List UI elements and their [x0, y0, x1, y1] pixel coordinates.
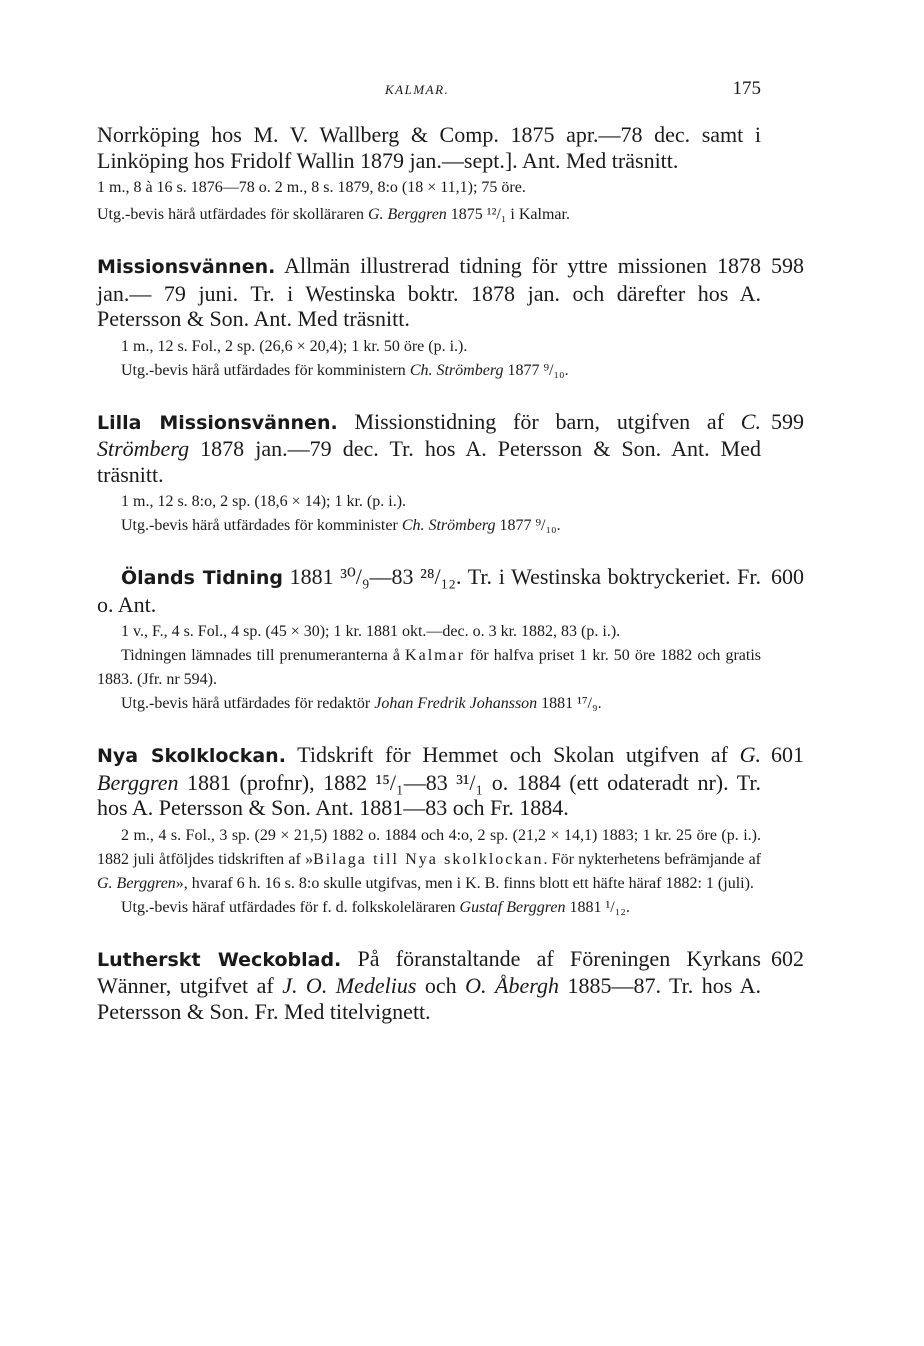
entry-602 [97, 945, 804, 1025]
entry-599 [97, 408, 804, 539]
entry-note: Tidningen lämnades till prenumeranterna å Kalmar för halfva priset 1 kr. 50 öre 1882 och gratis 1883. (Jfr. nr 594). [97, 647, 761, 688]
entry-598 [97, 253, 804, 383]
entry-600 [97, 564, 804, 716]
entry-details: 1 v., F., 4 s. Fol., 4 sp. (45 × 30); 1 kr. 1881 okt.—dec. o. 3 kr. 1882, 83 (p. i.). [121, 623, 621, 640]
headword: Lutherskt Weckoblad. [97, 948, 342, 971]
entry-lead: Norrköping hos M. V. Wallberg & Comp. 1875 apr.—78 dec. samt i Linköping hos Fridolf Wallin 1879 jan.—sept.]. Ant. Med träsnitt. [97, 122, 761, 173]
entry-details: 1 m., 12 s. Fol., 2 sp. (26,6 × 20,4); 1 kr. 50 öre (p. i.). [121, 337, 468, 355]
headword: Ölands Tidning [121, 567, 283, 589]
entry-certificate: Utg.-bevis härå utfärdades för komminister Ch. Strömberg 1877 ⁹/₁₀. [121, 517, 561, 534]
running-title: KALMAR. [385, 82, 450, 97]
page-number: 175 [732, 78, 761, 99]
entry-number: 601 [771, 742, 804, 767]
page-body [97, 122, 804, 1050]
entry-601 [97, 742, 804, 920]
entry-lead: Lutherskt Weckoblad. På föranstaltande af Föreningen Kyrkans Wänner, utgifvet af J. O. Medelius och O. Åbergh 1885—87. Tr. hos A. Petersson & Son. Fr. Med titelvignett. [97, 945, 761, 1024]
entry-certificate: Utg.-bevis häraf utfärdades för f. d. folkskoleläraren Gustaf Berggren 1881 ¹/₁₂. [121, 898, 630, 916]
headword: Nya Skolklockan. [97, 745, 286, 767]
entry-continuation [97, 122, 761, 227]
entry-number: 602 [771, 945, 804, 971]
entry-certificate: Utg.-bevis härå utfärdades för skolläraren G. Berggren 1875 ¹²/₁ i Kalmar. [97, 206, 570, 223]
entry-certificate: Utg.-bevis härå utfärdades för redaktör Johan Fredrik Johansson 1881 ¹⁷/₉. [121, 695, 602, 712]
entry-details: 2 m., 4 s. Fol., 3 sp. (29 × 21,5) 1882 o. 1884 och 4:o, 2 sp. (21,2 × 14,1) 1883; 1 kr. 25 öre (p. i.). 1882 juli åtföljdes tidskriften af »Bilaga till Nya skolklockan. För nykterhetens befrämjande af G. Berggren», hvaraf 6 h. 16 s. 8:o skulle utgifvas, men i K. B. finns blott ett häfte häraf 1882: 1 (juli). [97, 826, 762, 892]
headword: Lilla Missionsvännen. [97, 411, 338, 434]
entry-certificate: Utg.-bevis härå utfärdades för komministern Ch. Strömberg 1877 ⁹/₁₀. [121, 361, 569, 379]
entry-number: 599 [771, 408, 804, 434]
entry-details: 1 m., 12 s. 8:o, 2 sp. (18,6 × 14); 1 kr. (p. i.). [121, 493, 407, 510]
entry-lead: Lilla Missionsvännen. Missionstidning för barn, utgifven af C. Strömberg 1878 jan.—79 dec. Tr. hos A. Petersson & Son. Ant. Med träsnitt. [97, 408, 761, 487]
headword: Missionsvännen. [97, 256, 276, 278]
entry-details: 1 m., 8 à 16 s. 1876—78 o. 2 m., 8 s. 1879, 8:o (18 × 11,1); 75 öre. [97, 179, 526, 196]
running-head [0, 78, 924, 102]
entry-lead: Nya Skolklockan. Tidskrift för Hemmet och Skolan utgifven af G. Berggren 1881 (profnr), 1882 ¹⁵/₁—83 ³¹/₁ o. 1884 (ett odateradt nr). Tr. hos A. Petersson & Son. Ant. 1881—83 och Fr. 1884. [97, 742, 762, 820]
entry-number: 600 [771, 564, 804, 589]
entry-lead: Missionsvännen. Allmän illustrerad tidning för yttre missionen 1878 jan.— 79 juni. Tr. i Westinska boktr. 1878 jan. och därefter hos A. Petersson & Son. Ant. Med träsnitt. [97, 253, 761, 331]
entry-lead: Ölands Tidning 1881 ³⁰/₉—83 ²⁸/₁₂. Tr. i Westinska boktryckeriet. Fr. o. Ant. [97, 564, 761, 617]
entry-number: 598 [771, 253, 804, 278]
